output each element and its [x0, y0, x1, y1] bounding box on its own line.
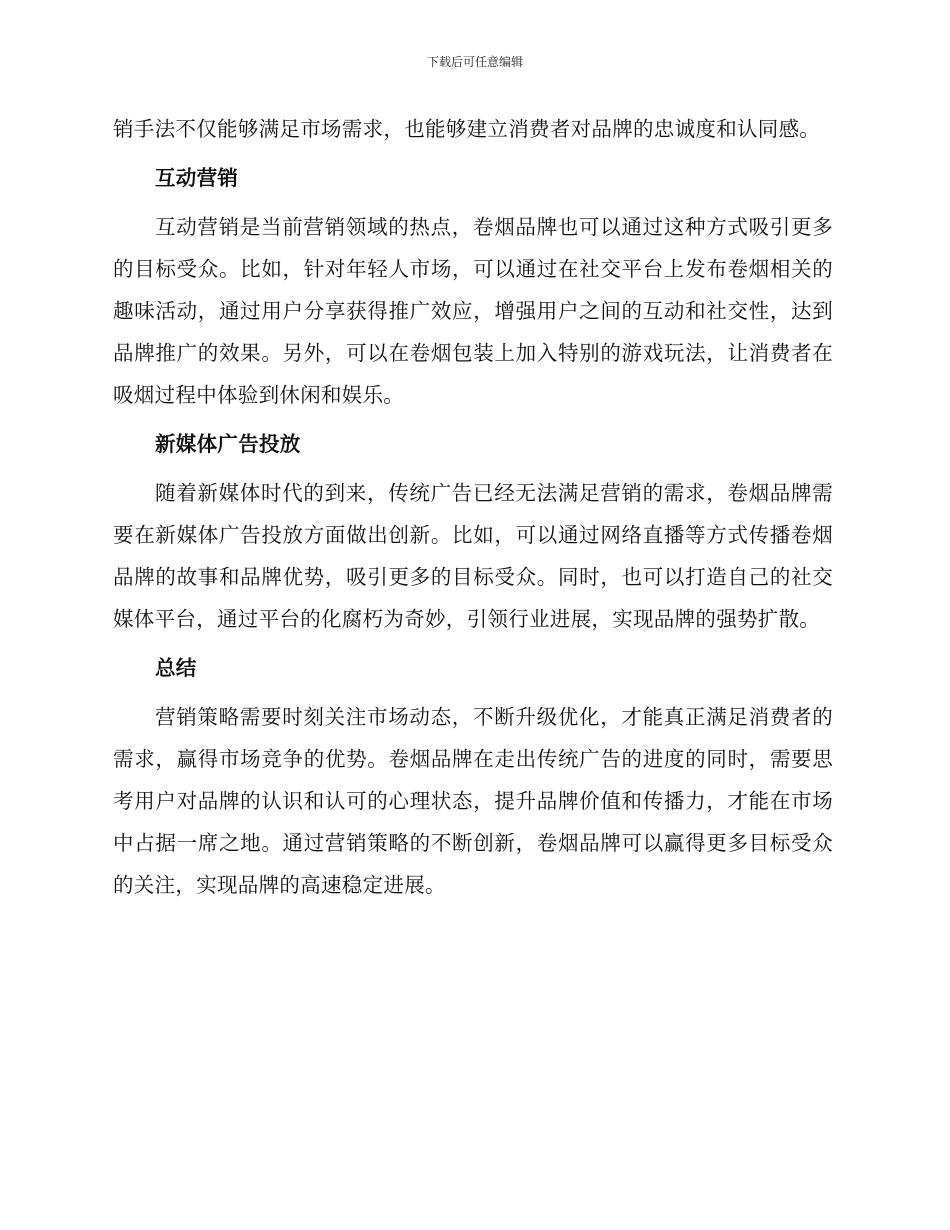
page-header: 下载后可任意编辑 — [426, 55, 523, 69]
paragraph-continuation: 销手法不仅能够满足市场需求，也能够建立消费者对品牌的忠诚度和认同感。 — [113, 117, 821, 141]
document-body — [113, 108, 833, 906]
section-heading-interactive-marketing: 互动营销 — [155, 166, 239, 190]
paragraph-interactive-marketing: 互动营销是当前营销领域的热点，卷烟品牌也可以通过这种方式吸引更多的目标受众。比如，针对年轻人市场，可以通过在社交平台上发布卷烟相关的趣味活动，通过用户分享获得推广效应，增强用户之间的互动和社交性，达到品牌推广的效果。另外，可以在卷烟包装上加入特别的游戏玩法，让消费者在吸烟过程中体验到休闲和娱乐。 — [113, 215, 833, 407]
paragraph-new-media-ads: 随着新媒体时代的到来，传统广告已经无法满足营销的需求，卷烟品牌需要在新媒体广告投放方面做出创新。比如，可以通过网络直播等方式传播卷烟品牌的故事和品牌优势，吸引更多的目标受众。同时，也可以打造自己的社交媒体平台，通过平台的化腐朽为奇妙，引领行业进展，实现品牌的强势扩散。 — [113, 481, 833, 631]
section-heading-summary: 总结 — [155, 656, 197, 680]
paragraph-summary: 营销策略需要时刻关注市场动态，不断升级优化，才能真正满足消费者的需求，赢得市场竞争的优势。卷烟品牌在走出传统广告的进度的同时，需要思考用户对品牌的认识和认可的心理状态，提升品牌价值和传播力，才能在市场中占据一席之地。通过营销策略的不断创新，卷烟品牌可以赢得更多目标受众的关注，实现品牌的高速稳定进展。 — [113, 705, 833, 897]
section-heading-new-media-ads: 新媒体广告投放 — [155, 432, 301, 456]
